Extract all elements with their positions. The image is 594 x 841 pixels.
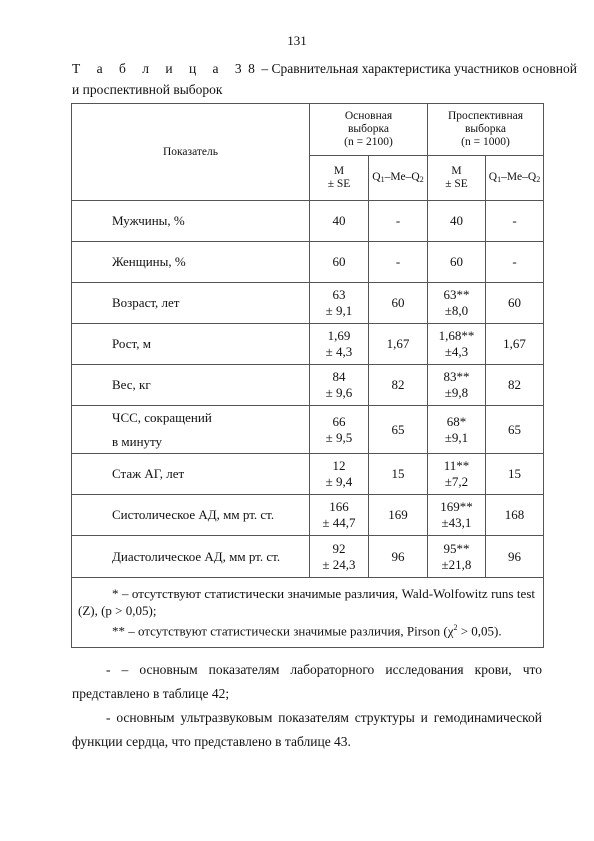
table-row: [72, 406, 544, 454]
comparison-table: [71, 103, 544, 648]
row-label-line2: в минуту: [112, 433, 163, 449]
paragraph-blood-tests: [72, 658, 542, 706]
cell-median-main: -: [369, 201, 428, 242]
note-single-asterisk: * – отсутствуют статистически значимые различия, Wald-Wolfowitz runs test (Z), (p > 0,05);: [78, 586, 535, 618]
q-sub1: 1: [497, 174, 502, 184]
q-label: Q: [488, 170, 498, 183]
mean-value: 1,68**: [438, 328, 475, 343]
group-prosp-line3: (n = 1000): [461, 136, 510, 148]
cell-median-main: 60: [369, 283, 428, 324]
se-value: ±7,2: [444, 474, 469, 489]
se-value: ±21,8: [441, 556, 472, 572]
subheader-m-label: М: [451, 165, 462, 177]
paragraph-ultrasound: [72, 706, 542, 754]
mean-value: 84: [332, 369, 346, 384]
cell-median-prospective: 65: [486, 406, 544, 454]
group-main-line2: выборка: [347, 123, 390, 135]
cell-median-prospective: 96: [486, 536, 544, 578]
cell-mean-prospective: [428, 454, 486, 495]
group-main-line1: Основная: [344, 110, 393, 122]
cell-mean-prospective: [428, 406, 486, 454]
caption-prefix: Т а б л и ц а 38: [72, 61, 262, 76]
subheader-se-label: ± SE: [327, 178, 351, 190]
se-value: ± 9,1: [325, 303, 353, 318]
se-value: ± 44,7: [322, 515, 356, 530]
subheader-se-label: ± SE: [445, 178, 468, 190]
page-number: 131: [287, 33, 307, 48]
mean-value: 66: [332, 413, 346, 429]
table-row: [72, 495, 544, 536]
cell-median-main: -: [369, 242, 428, 283]
cell-mean-prospective: [428, 242, 486, 283]
header-indicator-label: Показатель: [162, 145, 219, 158]
mean-value: 40: [332, 213, 346, 228]
se-value: ±9,8: [444, 385, 469, 400]
mean-value: 83**: [443, 369, 470, 384]
subheader-q-main: [369, 156, 428, 201]
header-group-main: [310, 104, 428, 156]
cell-median-prospective: 82: [486, 365, 544, 406]
table-row: [72, 324, 544, 365]
row-label: Диастолическое АД, мм рт. ст.: [72, 536, 310, 578]
mean-value: 60: [450, 254, 463, 269]
cell-median-main: 82: [369, 365, 428, 406]
mean-value: 1,69: [327, 328, 351, 343]
group-main-line3: (n = 2100): [344, 136, 393, 148]
table-row: [72, 536, 544, 578]
cell-mean-main: [310, 283, 369, 324]
subheader-m-label: М: [333, 165, 345, 177]
se-value: ± 4,3: [325, 344, 353, 359]
cell-median-prospective: 60: [486, 283, 544, 324]
cell-median-main: 15: [369, 454, 428, 495]
note2-end: > 0,05).: [457, 623, 502, 639]
se-value: ± 24,3: [322, 556, 356, 572]
mean-value: 40: [450, 213, 463, 228]
cell-mean-main: [310, 536, 369, 578]
se-value: ± 9,6: [325, 385, 353, 400]
table-notes: [72, 578, 544, 648]
caption-line2: и проспективной выборок: [72, 82, 223, 97]
q-me: –Me–Q: [384, 170, 420, 183]
group-prosp-line1: Проспективная: [447, 110, 524, 122]
table-row: [72, 365, 544, 406]
mean-value: 60: [332, 254, 346, 269]
se-value: ±43,1: [441, 515, 472, 530]
header-group-prospective: [428, 104, 544, 156]
mean-value: 68*: [446, 413, 467, 429]
cell-median-main: 169: [369, 495, 428, 536]
se-value: ±4,3: [444, 344, 469, 359]
cell-mean-prospective: [428, 324, 486, 365]
mean-value: 63**: [443, 287, 470, 302]
mean-value: 169**: [440, 499, 473, 514]
row-label-line1: ЧСС, сокращений: [112, 409, 212, 425]
row-label: [72, 406, 310, 454]
q-sub2: 2: [419, 174, 424, 184]
row-label: Мужчины, %: [72, 201, 310, 242]
cell-mean-main: [310, 201, 369, 242]
row-label: Рост, м: [72, 324, 310, 365]
se-value: ± 9,4: [325, 474, 353, 489]
row-label: Женщины, %: [72, 242, 310, 283]
table-caption: [72, 58, 577, 100]
q-me: –Me–Q: [501, 170, 537, 183]
table-row: [72, 201, 544, 242]
cell-median-prospective: 168: [486, 495, 544, 536]
row-label: Систолическое АД, мм рт. ст.: [72, 495, 310, 536]
caption-title: – Сравнительная характеристика участников основной: [261, 61, 577, 76]
se-value: ±8,0: [444, 303, 469, 318]
note-double-asterisk: [78, 619, 535, 639]
se-value: ± 9,5: [325, 429, 353, 445]
cell-median-prospective: 1,67: [486, 324, 544, 365]
table-row: [72, 283, 544, 324]
table-row: [72, 242, 544, 283]
mean-value: 166: [329, 499, 349, 514]
cell-median-main: 96: [369, 536, 428, 578]
cell-median-main: 65: [369, 406, 428, 454]
se-value: ±9,1: [444, 429, 469, 445]
cell-mean-prospective: [428, 536, 486, 578]
header-row: [72, 104, 544, 156]
row-label: Стаж АГ, лет: [72, 454, 310, 495]
note2-text: ** – отсутствуют статистически значимые различия, Pirson (χ: [112, 623, 454, 639]
cell-mean-prospective: [428, 495, 486, 536]
cell-mean-prospective: [428, 283, 486, 324]
paragraph-text: - – основным показателям лабораторного исследования крови, что представлено в таблице 42;: [72, 662, 542, 701]
mean-value: 95**: [443, 540, 470, 556]
row-label: Возраст, лет: [72, 283, 310, 324]
mean-value: 92: [332, 540, 346, 556]
paragraph-text: - основным ультразвуковым показателям структуры и гемодинамической функции сердца, что представлено в таблице 43.: [72, 710, 542, 749]
q-sub2: 2: [536, 174, 541, 184]
cell-mean-prospective: [428, 365, 486, 406]
q-sub1: 1: [380, 174, 385, 184]
cell-mean-main: [310, 242, 369, 283]
cell-mean-main: [310, 365, 369, 406]
note2-sup: 2: [453, 623, 458, 632]
cell-median-main: 1,67: [369, 324, 428, 365]
subheader-m-prospective: [428, 156, 486, 201]
group-prosp-line2: выборка: [464, 123, 507, 135]
header-indicator: [72, 104, 310, 201]
mean-value: 11**: [443, 458, 470, 473]
subheader-q-prospective: [486, 156, 544, 201]
mean-value: 63: [332, 287, 346, 302]
cell-mean-main: [310, 454, 369, 495]
q-label: Q: [372, 170, 381, 183]
table-row: [72, 454, 544, 495]
cell-mean-main: [310, 324, 369, 365]
mean-value: 12: [332, 458, 346, 473]
notes-row: [72, 578, 544, 648]
row-label: Вес, кг: [72, 365, 310, 406]
cell-median-prospective: -: [486, 201, 544, 242]
subheader-m-main: [310, 156, 369, 201]
cell-median-prospective: 15: [486, 454, 544, 495]
cell-mean-prospective: [428, 201, 486, 242]
cell-mean-main: [310, 495, 369, 536]
cell-mean-main: [310, 406, 369, 454]
cell-median-prospective: -: [486, 242, 544, 283]
